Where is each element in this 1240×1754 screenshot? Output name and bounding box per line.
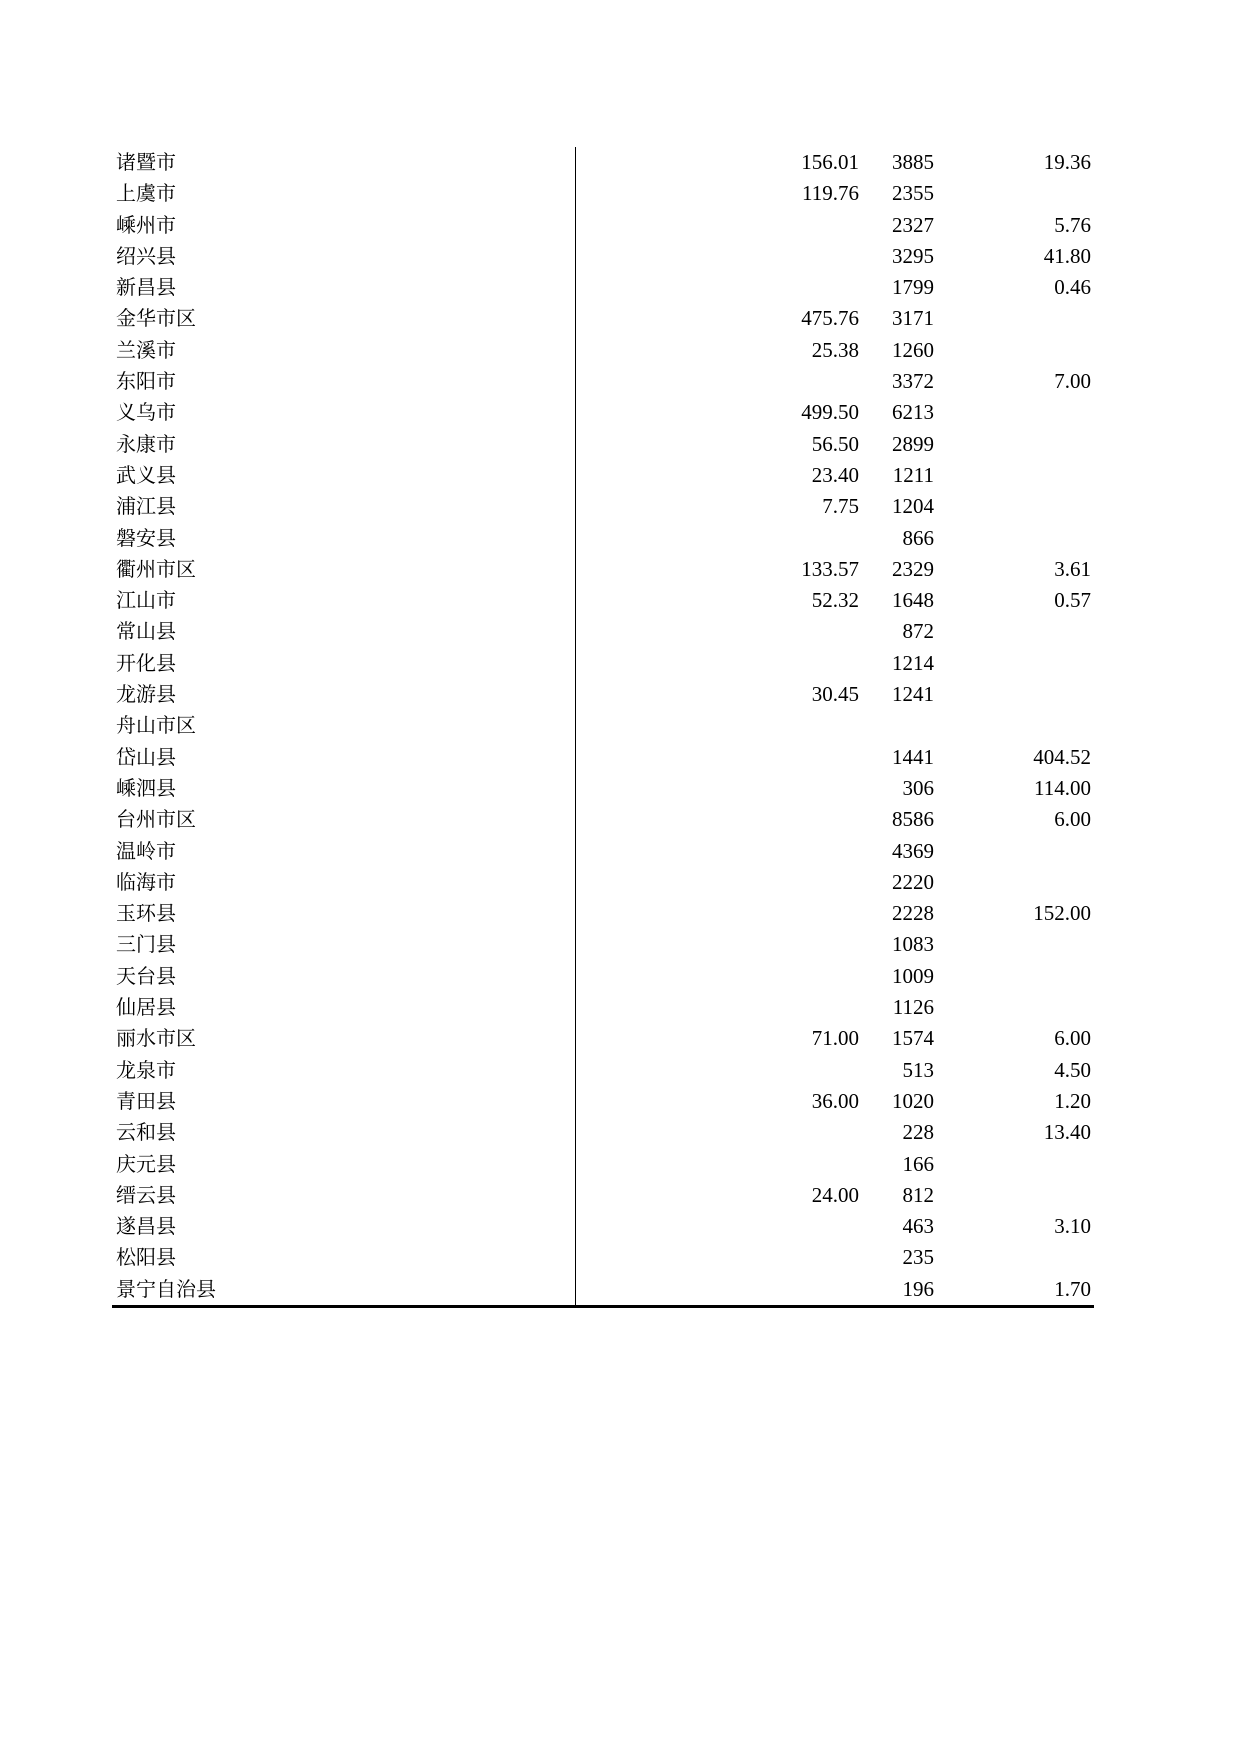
value-cell-col2: 1204 [892,494,934,519]
region-name-cell: 缙云县 [116,1182,176,1207]
value-cell-col1: 25.38 [811,337,859,362]
region-name-cell: 上虞市 [116,181,176,206]
value-cell-col1: 24.00 [811,1182,859,1207]
region-name-cell: 庆元县 [116,1151,176,1176]
table-row [112,679,1094,710]
value-cell-col1: 475.76 [801,306,859,331]
value-cell-col2: 866 [902,525,934,550]
value-cell-col3: 13.40 [1043,1120,1091,1145]
value-cell-col2: 1574 [892,1026,934,1051]
region-name-cell: 江山市 [116,588,176,613]
value-cell-col2: 1211 [892,462,934,487]
region-name-cell: 温岭市 [116,838,176,863]
table-row [112,1274,1094,1305]
table-row [112,523,1094,554]
value-cell-col2: 3295 [892,243,934,268]
value-cell-col3 [931,1242,1091,1273]
table-row [112,929,1094,960]
table-row [112,272,1094,303]
value-cell-col3 [931,1180,1091,1211]
value-cell-col2: 872 [902,619,934,644]
value-cell-col3: 404.52 [1033,744,1091,769]
table-row [112,1180,1094,1211]
region-name-cell: 松阳县 [116,1245,176,1270]
region-name-cell: 兰溪市 [116,337,176,362]
region-name-cell: 东阳市 [116,369,176,394]
value-cell-col3: 19.36 [1043,150,1091,174]
value-cell-col3 [931,523,1091,554]
value-cell-col2: 2355 [892,181,934,206]
value-cell-col3: 5.76 [1054,212,1091,237]
table-row [112,366,1094,397]
value-cell-col2: 1214 [892,650,934,675]
value-cell-col2: 3171 [892,306,934,331]
value-cell-col3: 41.80 [1043,243,1091,268]
value-cell-col3 [931,929,1091,960]
value-cell-col3 [931,836,1091,867]
table-row [112,1023,1094,1054]
region-name-cell: 嵊泗县 [116,775,176,800]
table-row [112,1117,1094,1148]
value-cell-col3: 6.00 [1054,1026,1091,1051]
region-name-cell: 舟山市区 [116,713,196,738]
region-name-cell: 岱山县 [116,744,176,769]
value-cell-col1: 30.45 [811,682,859,707]
value-cell-col2: 3372 [892,369,934,394]
region-name-cell: 丽水市区 [116,1026,196,1051]
table-row [112,210,1094,241]
value-cell-col3 [931,1149,1091,1180]
region-name-cell: 武义县 [116,462,176,487]
value-cell-col3 [931,867,1091,898]
value-cell-col2: 812 [902,1182,934,1207]
value-cell-col1: 23.40 [811,462,859,487]
region-name-cell: 诸暨市 [116,150,176,174]
value-cell-col1: 52.32 [811,588,859,613]
value-cell-col1: 36.00 [811,1088,859,1113]
table-row [112,898,1094,929]
region-name-cell: 玉环县 [116,901,176,926]
table-row [112,241,1094,272]
table-row [112,429,1094,460]
value-cell-col2: 1009 [892,963,934,988]
value-cell-col2: 8586 [892,807,934,832]
table-row [112,648,1094,679]
value-cell-col2: 1648 [892,588,934,613]
table-row [112,992,1094,1023]
value-cell-col2: 306 [902,775,934,800]
table-row [112,1149,1094,1180]
value-cell-col2: 4369 [892,838,934,863]
region-name-cell: 衢州市区 [116,556,196,581]
value-cell-col2: 2329 [892,556,934,581]
value-cell-col3 [931,491,1091,522]
region-name-cell: 开化县 [116,650,176,675]
table-row [112,303,1094,334]
value-cell-col2: 2228 [892,901,934,926]
value-cell-col1: 499.50 [801,400,859,425]
region-name-cell: 永康市 [116,431,176,456]
value-cell-col1: 119.76 [802,181,859,206]
value-cell-col3: 7.00 [1054,369,1091,394]
region-name-cell: 嵊州市 [116,212,176,237]
data-table [112,147,1094,1308]
value-cell-col3 [931,992,1091,1023]
value-cell-col1: 56.50 [811,431,859,456]
value-cell-col1: 133.57 [801,556,859,581]
value-cell-col2: 513 [902,1057,934,1082]
value-cell-col3: 0.46 [1054,275,1091,300]
value-cell-col3 [931,335,1091,366]
value-cell-col3: 114.00 [1034,775,1091,800]
value-cell-col3: 152.00 [1033,901,1091,926]
table-row [112,742,1094,773]
value-cell-col2: 2220 [892,869,934,894]
table-row [112,710,1094,741]
value-cell-col3: 0.57 [1054,588,1091,613]
region-name-cell: 三门县 [116,932,176,957]
value-cell-col3 [931,710,1091,741]
value-cell-col2: 235 [902,1245,934,1270]
table-row [112,585,1094,616]
value-cell-col2: 1799 [892,275,934,300]
value-cell-col3: 3.61 [1054,556,1091,581]
value-cell-col2: 6213 [892,400,934,425]
value-cell-col3 [931,397,1091,428]
region-name-cell: 临海市 [116,869,176,894]
value-cell-col2: 1020 [892,1088,934,1113]
region-name-cell: 常山县 [116,619,176,644]
table-row [112,460,1094,491]
value-cell-col2: 2899 [892,431,934,456]
region-name-cell: 遂昌县 [116,1214,176,1239]
value-cell-col3 [931,648,1091,679]
value-cell-col2 [774,710,934,741]
table-row [112,773,1094,804]
value-cell-col1: 156.01 [801,150,859,174]
value-cell-col3: 4.50 [1054,1057,1091,1082]
table-row [112,178,1094,209]
value-cell-col3 [931,460,1091,491]
value-cell-col2: 3885 [892,150,934,174]
table-row [112,397,1094,428]
region-name-cell: 金华市区 [116,306,196,331]
table-row [112,836,1094,867]
table-row [112,1086,1094,1117]
value-cell-col3: 6.00 [1054,807,1091,832]
region-name-cell: 天台县 [116,963,176,988]
region-name-cell: 台州市区 [116,807,196,832]
value-cell-col2: 463 [902,1214,934,1239]
region-name-cell: 景宁自治县 [116,1276,216,1301]
value-cell-col1: 71.00 [811,1026,859,1051]
value-cell-col3 [931,679,1091,710]
value-cell-col2: 166 [902,1151,934,1176]
value-cell-col3 [931,303,1091,334]
value-cell-col1: 7.75 [822,494,859,519]
table-row [112,867,1094,898]
value-cell-col2: 2327 [892,212,934,237]
table-row [112,1242,1094,1273]
region-name-cell: 青田县 [116,1088,176,1113]
table-row [112,616,1094,647]
value-cell-col2: 228 [902,1120,934,1145]
region-name-cell: 新昌县 [116,275,176,300]
value-cell-col2: 196 [902,1276,934,1301]
value-cell-col3 [931,178,1091,209]
table-row [112,554,1094,585]
value-cell-col2: 1126 [892,995,934,1020]
table-row [112,804,1094,835]
value-cell-col2: 1260 [892,337,934,362]
table-row [112,1055,1094,1086]
value-cell-col3 [931,616,1091,647]
table-row [112,1211,1094,1242]
region-name-cell: 义乌市 [116,400,176,425]
table-row [112,335,1094,366]
region-name-cell: 龙泉市 [116,1057,176,1082]
region-name-cell: 绍兴县 [116,243,176,268]
value-cell-col3: 1.70 [1054,1276,1091,1301]
value-cell-col2: 1083 [892,932,934,957]
table-row [112,147,1094,178]
value-cell-col3: 3.10 [1054,1214,1091,1239]
value-cell-col3 [931,961,1091,992]
value-cell-col3 [931,429,1091,460]
region-name-cell: 仙居县 [116,995,176,1020]
region-name-cell: 龙游县 [116,682,176,707]
region-name-cell: 浦江县 [116,494,176,519]
region-name-cell: 云和县 [116,1120,176,1145]
value-cell-col3: 1.20 [1054,1088,1091,1113]
table-row [112,961,1094,992]
value-cell-col2: 1241 [892,682,934,707]
table-row [112,491,1094,522]
region-name-cell: 磐安县 [116,525,176,550]
value-cell-col2: 1441 [892,744,934,769]
